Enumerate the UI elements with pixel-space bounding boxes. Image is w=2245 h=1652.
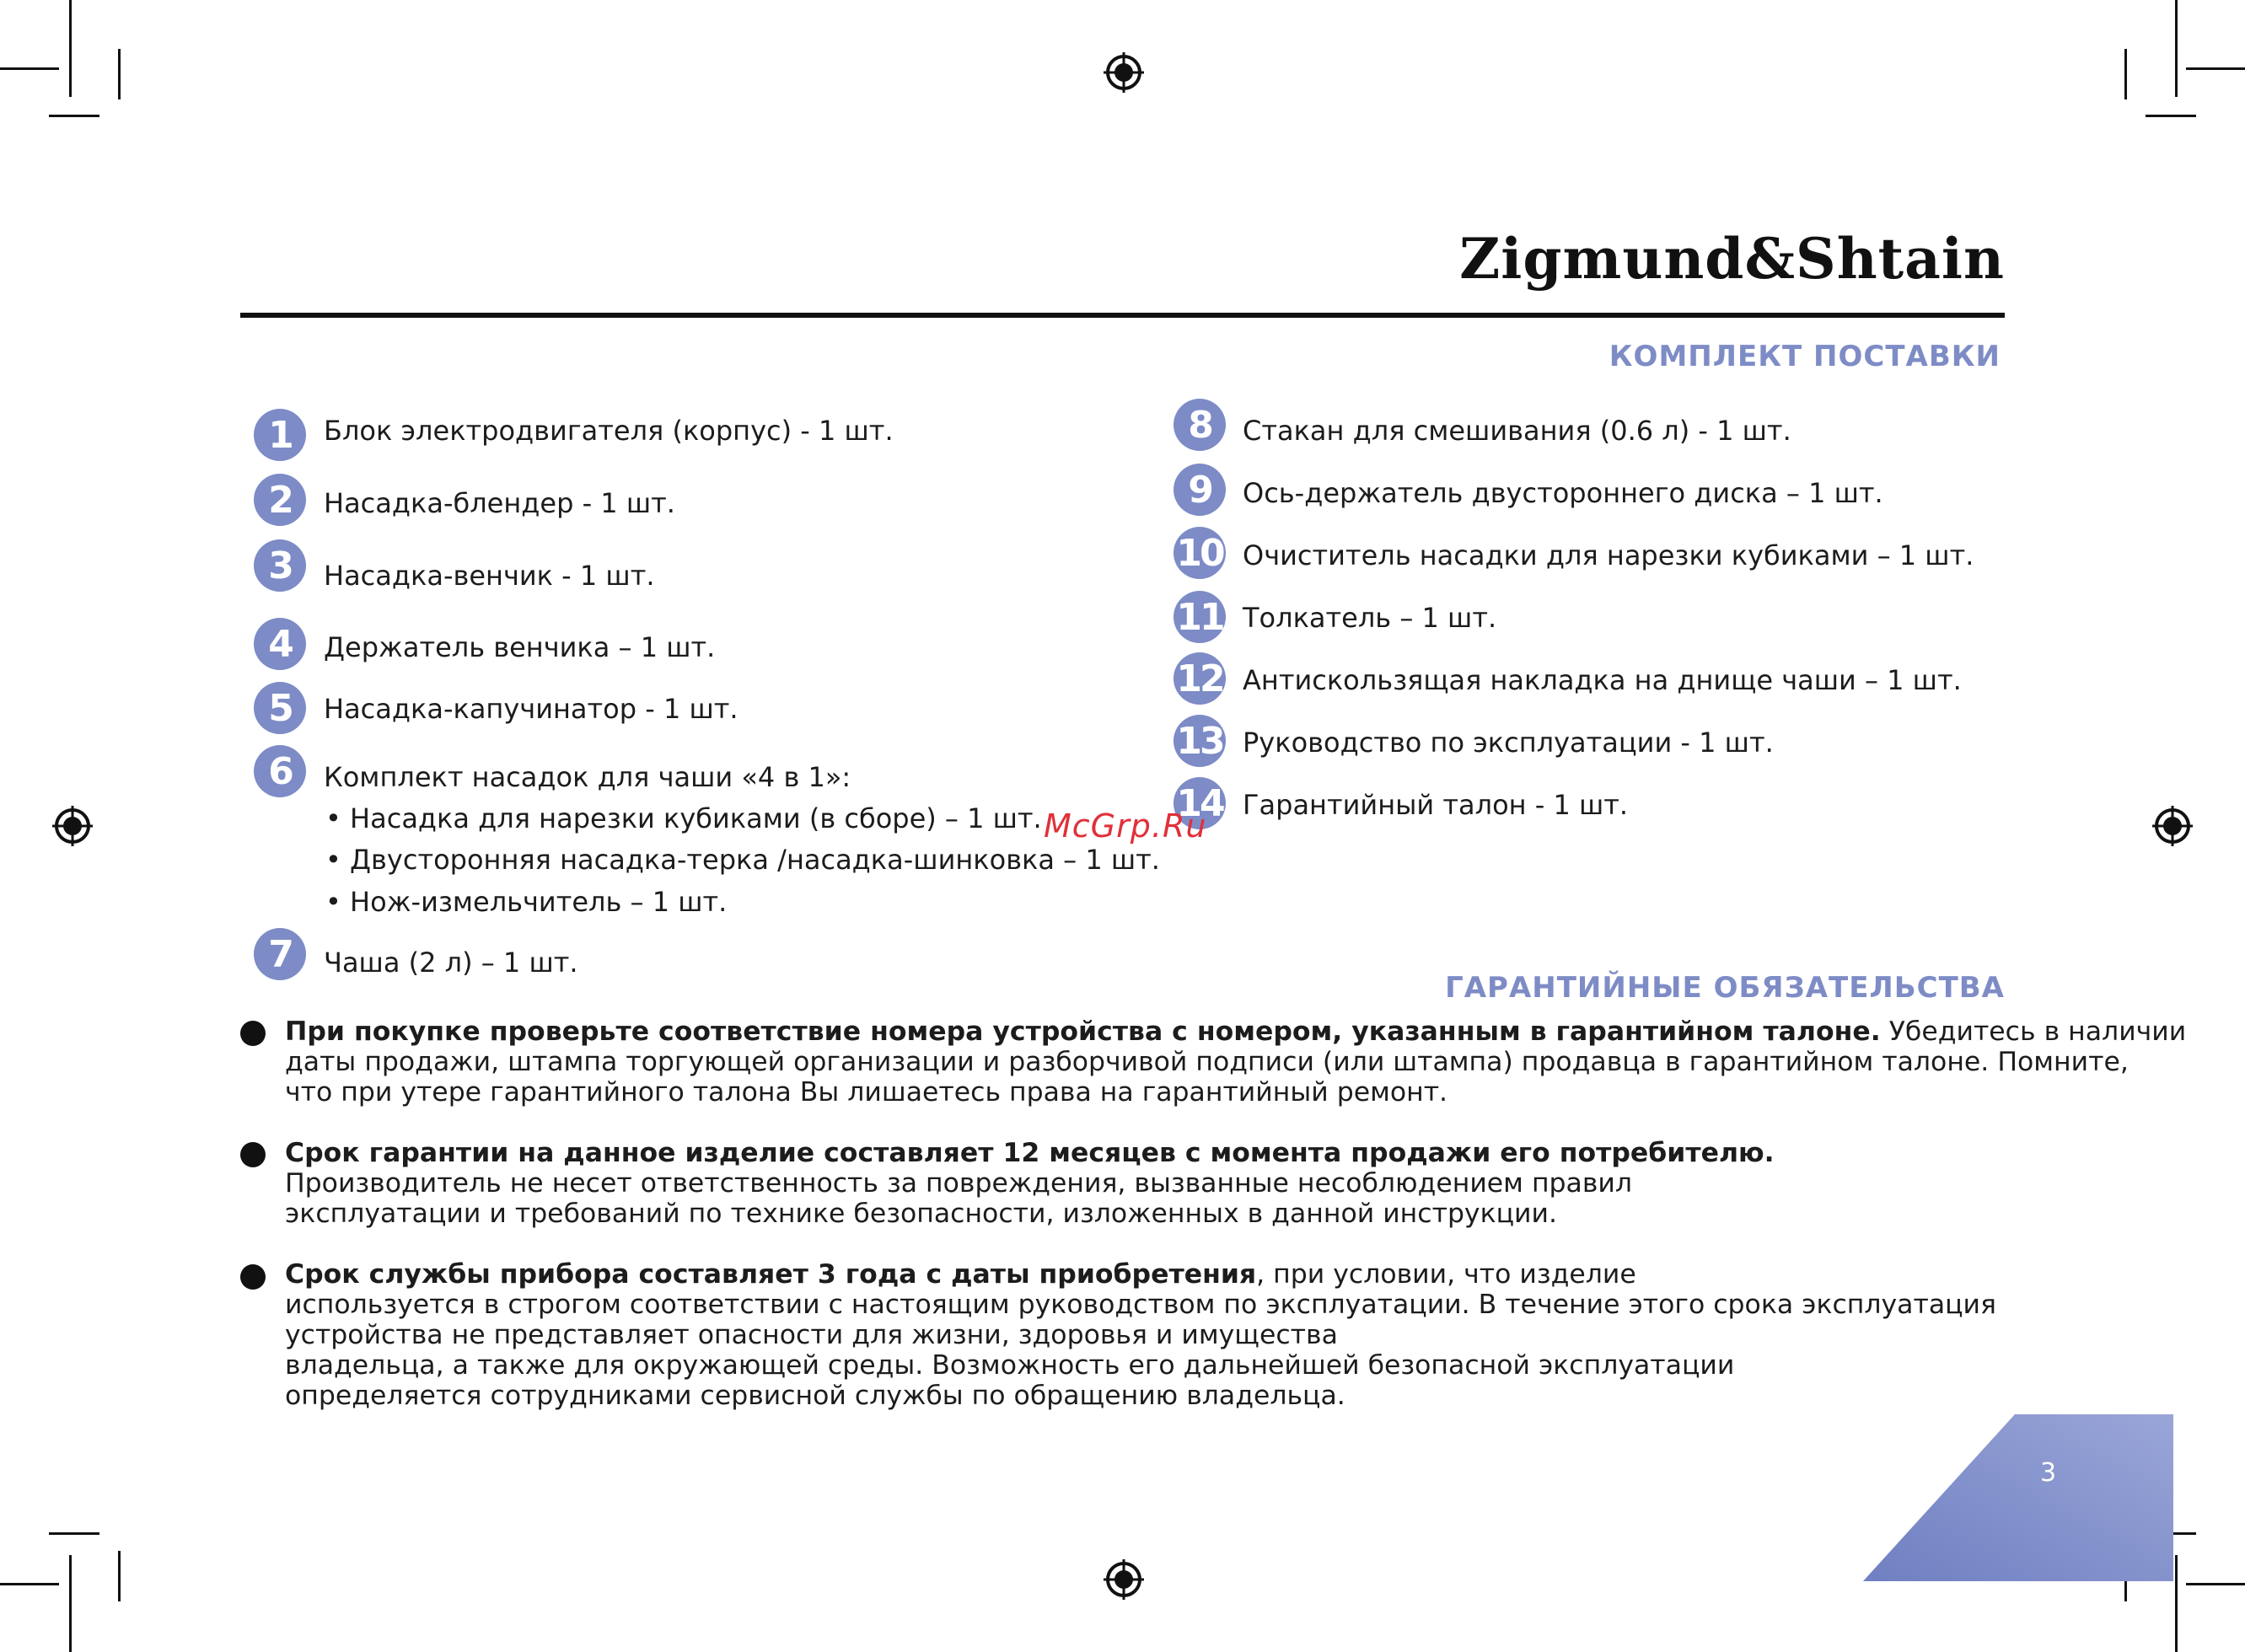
crop-mark [118,49,121,99]
crop-mark [2124,49,2127,99]
crop-mark [118,1551,121,1601]
warranty-bold-text: Срок гарантии на данное изделие составляет 12 месяцев с момента продажи его потребителю. [285,1138,1775,1168]
warranty-paragraph [285,1016,2187,1108]
item-text: Стакан для смешивания (0.6 л) - 1 шт. [1243,415,1791,447]
crop-mark [2175,1555,2178,1652]
item-text: Антискользящая накладка на днище чаши – 1 шт. [1243,664,1962,696]
watermark: McGrp.Ru [1044,807,1207,845]
item-text: Насадка-капучинатор - 1 шт. [324,693,738,725]
item-number-badge: 6 [254,745,306,797]
warranty-paragraph [285,1138,2009,1229]
item-number-badge: 10 [1174,527,1226,579]
registration-mark-icon [52,806,93,846]
warranty-text: даты продажи, штампа торгующей организации и разборчивой подписи (или штампа) продавца в гарантийном талоне. Помните, [285,1047,2129,1077]
warranty-bold-text: При покупке проверьте соответствие номера устройства с номером, указанным в гарантийном талоне. [285,1016,1881,1047]
item-text: Насадка-венчик - 1 шт. [324,560,655,592]
item-text: Ось-держатель двустороннего диска – 1 шт. [1243,477,1883,509]
warranty-text: , при условии, что изделие [1256,1259,1636,1290]
warranty-text: определяется сотрудниками сервисной службы по обращению владельца. [285,1381,1345,1411]
crop-mark [2175,0,2178,97]
crop-mark [49,115,99,117]
warranty-section-title: ГАРАНТИЙНЫЕ ОБЯЗАТЕЛЬСТВА [1445,971,2005,1005]
item-number-badge: 12 [1174,652,1226,705]
item-text: Гарантийный талон - 1 шт. [1243,789,1629,821]
registration-mark-icon [1104,52,1144,93]
bullet-icon [240,1142,266,1167]
item-number-badge: 9 [1174,464,1226,516]
crop-mark [0,1583,59,1585]
crop-mark [49,1532,99,1535]
warranty-bold-text: Срок службы прибора составляет 3 года с даты приобретения [285,1259,1257,1290]
item-subitem: • Нож-измельчитель – 1 шт. [325,886,728,918]
header-rule [240,313,2005,318]
item-number-badge: 14 [1174,777,1226,829]
item-text: Блок электродвигателя (корпус) - 1 шт. [324,415,894,447]
item-number-badge: 1 [254,409,306,461]
warranty-text: что при утере гарантийного талона Вы лишаетесь права на гарантийный ремонт. [285,1077,1448,1108]
warranty-paragraph [285,1259,2009,1411]
item-number-badge: 13 [1174,715,1226,767]
registration-mark-icon [2152,806,2193,846]
item-text: Очиститель насадки для нарезки кубиками – 1 шт. [1243,539,1974,571]
crop-mark [2186,67,2245,70]
item-number-badge: 2 [254,474,306,526]
warranty-text: владельца, а также для окружающей среды. Возможность его дальнейшей безопасной эксплуатации [285,1350,1735,1381]
brand-logo: Zigmund&Shtain [1459,226,2005,292]
crop-mark [0,67,59,70]
bullet-icon [240,1021,266,1046]
bullet-icon [240,1264,266,1290]
package-section-title: КОМПЛЕКТ ПОСТАВКИ [1609,340,2001,373]
item-number-badge: 7 [254,928,306,980]
item-number-badge: 8 [1174,399,1226,451]
item-number-badge: 4 [254,618,306,670]
crop-mark [2146,115,2196,117]
item-number-badge: 11 [1174,591,1226,643]
warranty-text: используется в строгом соответствии с настоящим руководством по эксплуатации. В течение этого срока эксплуатация [285,1290,1996,1320]
item-text: Комплект насадок для чаши «4 в 1»: [324,761,851,793]
registration-mark-icon [1104,1559,1144,1600]
crop-mark [2186,1583,2245,1585]
item-text: Держатель венчика – 1 шт. [324,631,716,663]
crop-mark [69,1555,72,1652]
item-subitem: • Насадка для нарезки кубиками (в сборе) – 1 шт. [325,802,1042,834]
page-number: 3 [2040,1458,2057,1488]
page-corner-triangle [1863,1414,2173,1581]
warranty-text: Убедитесь в наличии [1880,1016,2187,1047]
item-number-badge: 5 [254,682,306,734]
crop-mark [69,0,72,97]
warranty-text: Производитель не несет ответственность за повреждения, вызванные несоблюдением правил [285,1168,1633,1199]
item-subitem: • Двусторонняя насадка-терка /насадка-шинковка – 1 шт. [325,844,1160,876]
warranty-text: устройства не представляет опасности для жизни, здоровья и имущества [285,1320,1338,1350]
item-text: Толкатель – 1 шт. [1243,602,1497,634]
item-text: Насадка-блендер - 1 шт. [324,487,675,519]
item-text: Руководство по эксплуатации - 1 шт. [1243,727,1774,759]
warranty-text: эксплуатации и требований по технике безопасности, изложенных в данной инструкции. [285,1199,1558,1229]
item-text: Чаша (2 л) – 1 шт. [324,947,578,979]
item-number-badge: 3 [254,539,306,592]
